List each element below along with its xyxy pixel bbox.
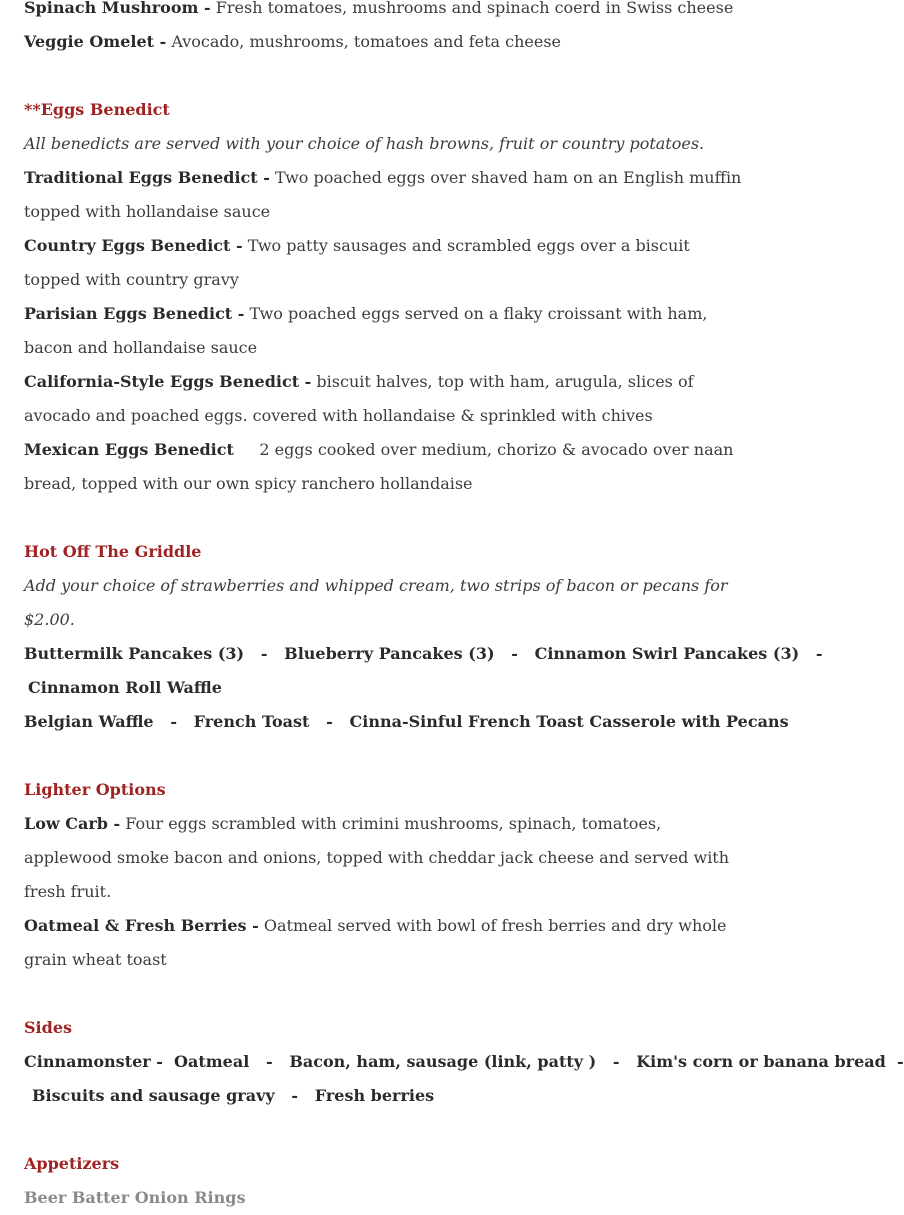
item-name: Country Eggs Benedict -	[24, 236, 243, 255]
spacer	[24, 1113, 748, 1147]
item-description: Two patty sausages and scrambled eggs over a biscuit topped with country gravy	[24, 236, 690, 289]
section-heading-benedict	[24, 93, 748, 127]
section-note: Add your choice of strawberries and whipped cream, two strips of bacon or pecans for $2.00.	[24, 576, 728, 629]
item-description: Avocado, mushrooms, tomatoes and feta cheese	[171, 32, 562, 51]
menu-content	[24, 0, 904, 1215]
item-description: Fresh tomatoes, mushrooms and spinach coerd in Swiss cheese	[215, 0, 734, 17]
item-name: California-Style Eggs Benedict -	[24, 372, 312, 391]
menu-item	[24, 807, 748, 909]
menu-item	[24, 25, 748, 59]
spacer	[24, 977, 748, 1011]
item-description: Four eggs scrambled with crimini mushrooms, spinach, tomatoes, applewood smoke bacon and onions, topped with cheddar jack cheese and served with fresh fruit.	[24, 814, 730, 901]
spacer	[24, 501, 748, 535]
section-heading-appetizers: Appetizers	[24, 1154, 120, 1173]
menu-item	[24, 433, 748, 501]
item-name: Spinach Mushroom -	[24, 0, 211, 17]
item-name: Traditional Eggs Benedict -	[24, 168, 270, 187]
menu-item	[24, 229, 748, 297]
spacer	[24, 59, 748, 93]
sides-items-line: Cinnamonster - Oatmeal - Bacon, ham, sausage (link, patty ) - Kim's corn or banana bread -	[24, 1052, 904, 1071]
section-note: All benedicts are served with your choice of hash browns, fruit or country potatoes.	[24, 134, 705, 153]
griddle-items-line-continued: Cinnamon Roll Waffle	[28, 678, 222, 697]
spacer	[24, 739, 748, 773]
section-heading-sides: Sides	[24, 1018, 73, 1037]
griddle-items-line: Buttermilk Pancakes (3) - Blueberry Pancakes (3) - Cinnamon Swirl Pancakes (3) -	[24, 644, 823, 663]
item-description: biscuit halves, top with ham, arugula, slices of avocado and poached eggs. covered with hollandaise & sprinkled with chives	[24, 372, 694, 425]
section-title: Eggs Benedict	[40, 100, 170, 119]
menu-item	[24, 297, 748, 365]
item-name: Parisian Eggs Benedict -	[24, 304, 245, 323]
item-name: Low Carb -	[24, 814, 121, 833]
appetizer-item: Beer Batter Onion Rings	[24, 1188, 246, 1207]
item-description: 2 eggs cooked over medium, chorizo & avocado over naan bread, topped with our own spicy ranchero hollandaise	[24, 440, 734, 493]
menu-item	[24, 365, 748, 433]
griddle-items-line: Belgian Waffle - French Toast - Cinna-Sinful French Toast Casserole with Pecans	[24, 712, 789, 731]
item-description: Two poached eggs over shaved ham on an English muffin topped with hollandaise sauce	[24, 168, 742, 221]
menu-item	[24, 161, 748, 229]
sides-items-line-continued: Biscuits and sausage gravy - Fresh berries	[32, 1086, 435, 1105]
menu-item	[24, 909, 748, 977]
menu-item	[24, 0, 748, 25]
item-description: Oatmeal served with bowl of fresh berries and dry whole grain wheat toast	[24, 916, 727, 969]
stars-marker: **	[24, 100, 41, 119]
item-description: Two poached eggs served on a flaky croissant with ham, bacon and hollandaise sauce	[24, 304, 708, 357]
item-name: Oatmeal & Fresh Berries -	[24, 916, 259, 935]
item-name: Mexican Eggs Benedict	[24, 440, 234, 459]
section-heading-griddle: Hot Off The Griddle	[24, 542, 202, 561]
section-heading-lighter: Lighter Options	[24, 780, 166, 799]
item-name: Veggie Omelet -	[24, 32, 167, 51]
